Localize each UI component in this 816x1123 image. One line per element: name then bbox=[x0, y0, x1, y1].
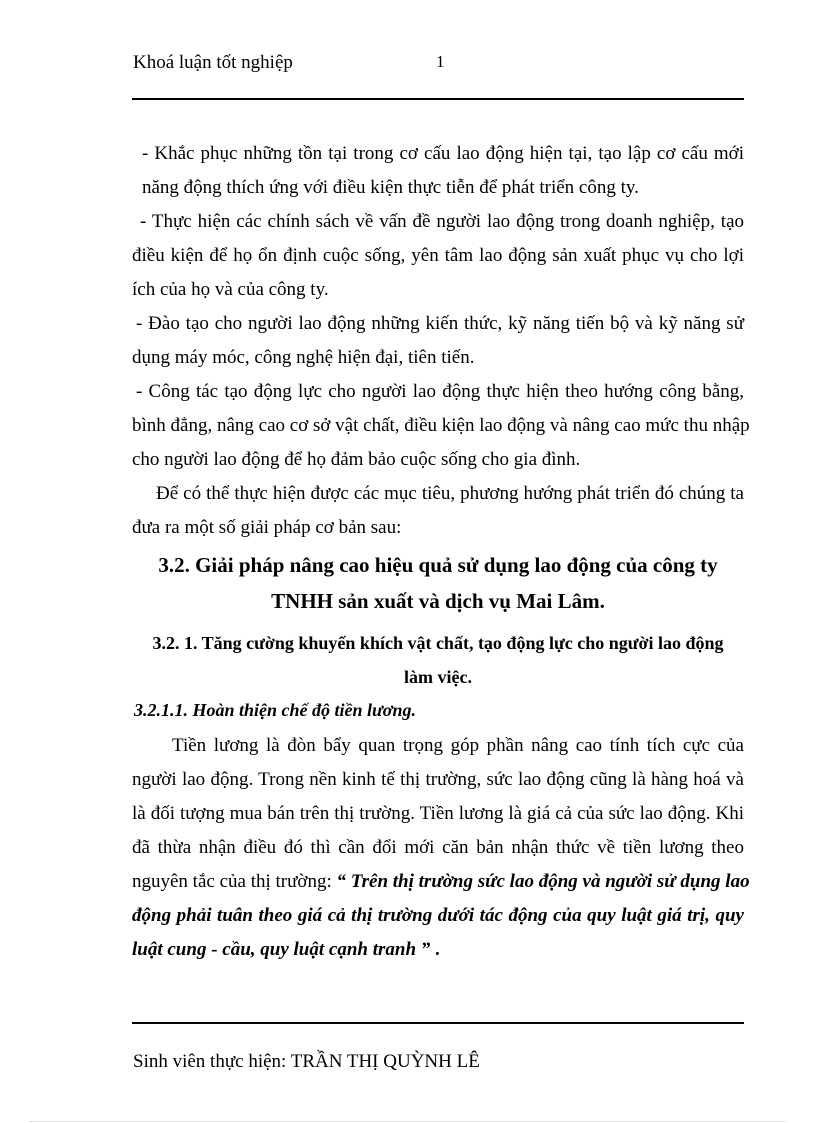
text-line bbox=[132, 865, 750, 899]
paragraph-objective-1 bbox=[132, 137, 744, 205]
paragraph-objective-4 bbox=[132, 375, 750, 477]
paragraph-objective-2 bbox=[132, 205, 744, 307]
section-heading-3-2 bbox=[132, 547, 744, 619]
text-line: - Đào tạo cho người lao động những kiến thức, kỹ năng tiến bộ và kỹ năng sử bbox=[136, 313, 744, 334]
heading-line: 3.2. Giải pháp nâng cao hiệu quả sử dụng lao động của công ty bbox=[158, 553, 718, 577]
text-line: - Khắc phục những tồn tại trong cơ cấu lao động hiện tại, tạo lập cơ cấu mới bbox=[142, 143, 744, 164]
text-line: dụng máy móc, công nghệ hiện đại, tiên tiến. bbox=[132, 347, 475, 368]
page-number: 1 bbox=[436, 52, 445, 71]
footer-author: Sinh viên thực hiện: TRẦN THỊ QUỲNH LÊ bbox=[133, 1051, 480, 1072]
paragraph-intro-solutions bbox=[132, 477, 744, 545]
header-rule bbox=[132, 98, 744, 100]
text-plain: nguyên tắc của thị trường: bbox=[132, 871, 337, 892]
text-line: - Thực hiện các chính sách về vấn đề người lao động trong doanh nghiệp, tạo bbox=[140, 211, 744, 232]
header-title: Khoá luận tốt nghiệp bbox=[133, 52, 293, 73]
text-line: là đối tượng mua bán trên thị trường. Tiền lương là giá cả của sức lao động. Khi bbox=[132, 803, 744, 824]
quote-text: luật cung - cầu, quy luật cạnh tranh ” bbox=[132, 939, 431, 960]
section-heading-3-2-1 bbox=[132, 626, 744, 694]
paragraph-wages bbox=[132, 729, 750, 967]
heading-line: TNHH sản xuất và dịch vụ Mai Lâm. bbox=[271, 589, 605, 613]
text-line: cho người lao động để họ đảm bảo cuộc sống cho gia đình. bbox=[132, 449, 581, 470]
text-line: năng động thích ứng với điều kiện thực tiễn để phát triển công ty. bbox=[142, 177, 639, 198]
text-line: Tiền lương là đòn bẩy quan trọng góp phần nâng cao tính tích cực của bbox=[172, 735, 744, 756]
text-line: người lao động. Trong nền kinh tế thị trường, sức lao động cũng là hàng hoá và bbox=[132, 769, 744, 790]
text-line: ích của họ và của công ty. bbox=[132, 279, 329, 300]
text-line: đã thừa nhận điều đó thì cần đổi mới căn bản nhận thức về tiền lương theo bbox=[132, 837, 744, 858]
quote-text: “ Trên thị trường sức lao động và người sử dụng lao bbox=[336, 871, 750, 892]
text-line: - Công tác tạo động lực cho người lao động thực hiện theo hướng công bằng, bbox=[136, 381, 744, 402]
text-line: Để có thể thực hiện được các mục tiêu, phương hướng phát triển đó chúng ta bbox=[156, 483, 744, 504]
text-line: đưa ra một số giải pháp cơ bản sau: bbox=[132, 517, 402, 538]
footer-rule bbox=[132, 1022, 744, 1024]
text-line bbox=[132, 933, 744, 967]
page-edge-dots bbox=[30, 1121, 786, 1122]
paragraph-objective-3 bbox=[132, 307, 744, 375]
quote-text: động phải tuân theo giá cả thị trường dưới tác động của quy luật giá trị, quy bbox=[132, 905, 744, 926]
section-heading-3-2-1-1: 3.2.1.1. Hoàn thiện chế độ tiền lương. bbox=[134, 700, 416, 720]
text-line: điều kiện để họ ổn định cuộc sống, yên tâm lao động sản xuất phục vụ cho lợi bbox=[132, 245, 744, 266]
heading-line: làm việc. bbox=[404, 667, 472, 687]
text-plain: . bbox=[430, 939, 440, 960]
heading-line: 3.2. 1. Tăng cường khuyến khích vật chất, tạo động lực cho người lao động bbox=[152, 633, 724, 653]
text-line: bình đẳng, nâng cao cơ sở vật chất, điều kiện lao động và nâng cao mức thu nhập bbox=[132, 415, 750, 436]
